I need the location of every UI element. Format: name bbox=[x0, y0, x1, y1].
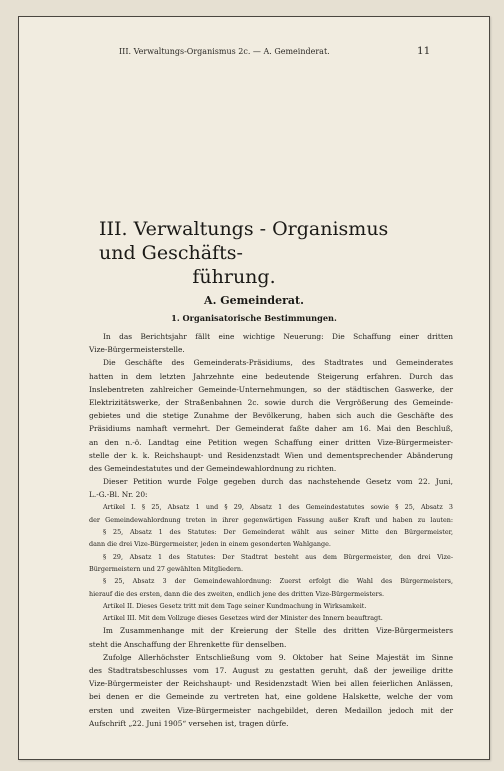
body-line: Aufschrift „22. Juni 1905“ versehen ist, tragen dürfe. bbox=[89, 718, 289, 728]
body-line: Artikel I. § 25, Absatz 1 und § 29, Absatz 1 des Gemeindestatutes sowie § 25, Absatz 3 bbox=[103, 503, 453, 512]
body-line: ersten und zweiten Vize-Bürgermeister nachgebildet, deren Medaillon jedoch mit der bbox=[89, 705, 453, 715]
subsection-heading: 1. Organisatorische Bestimmungen. bbox=[171, 313, 337, 323]
body-line: Zufolge Allerhöchster Entschließung vom 9. Oktober hat Seine Majestät im Sinne bbox=[103, 652, 453, 662]
running-header-text: III. Verwaltungs-Organismus 2c. — A. Gemeinderat. bbox=[119, 47, 330, 56]
body-line: § 29, Absatz 1 des Statutes: Der Stadtrat besteht aus dem Bürgermeister, den drei Vize- bbox=[103, 552, 453, 561]
body-line: hierauf die des ersten, dann die des zweiten, endlich jene des dritten Vize-Bürgermeisters. bbox=[89, 589, 385, 598]
body-line: § 25, Absatz 3 der Gemeindewahlordnung: Zuerst erfolgt die Wahl des Bürgermeisters, bbox=[103, 577, 453, 586]
body-line: In das Berichtsjahr fällt eine wichtige Neuerung: Die Schaffung einer dritten bbox=[103, 332, 453, 341]
body-line: bei denen er die Gemeinde zu vertreten hat, eine goldene Halskette, welche der vom bbox=[89, 692, 453, 702]
page-number: 11 bbox=[417, 45, 431, 57]
body-line: Präsidiums namhaft vermehrt. Der Gemeinderat faßte daher am 16. Mai den Beschluß, bbox=[89, 424, 453, 434]
body-line: an den n.-ö. Landtag eine Petition wegen Schaffung einer dritten Vize-Bürgermeister- bbox=[89, 437, 453, 447]
body-line: gebietes und die stetige Zunahme der Bevölkerung, haben sich auch die Geschäfte des bbox=[89, 411, 453, 421]
body-line: dann die drei Vize-Bürgermeister, jeden in einem gesonderten Wahlgange. bbox=[89, 540, 331, 549]
body-line: L.-G.-Bl. Nr. 20: bbox=[89, 490, 148, 500]
chapter-title-line-2: führung. bbox=[192, 266, 276, 288]
chapter-title bbox=[99, 217, 399, 289]
body-line: Elektrizitätswerke, der Straßenbahnen 2c. sowie durch die Vergrößerung des Gemeinde- bbox=[89, 397, 453, 407]
body-line: steht die Anschaffung der Ehrenkette für denselben. bbox=[89, 639, 287, 649]
body-line: § 25, Absatz 1 des Statutes: Der Gemeinderat wählt aus seiner Mitte den Bürgermeister, bbox=[103, 528, 453, 537]
body-line: Artikel II. Dieses Gesetz tritt mit dem Tage seiner Kundmachung in Wirksamkeit. bbox=[103, 601, 367, 610]
body-line: Vize-Bürgermeisterstelle. bbox=[89, 345, 185, 355]
body-line: Dieser Petition wurde Folge gegeben durch das nachstehende Gesetz vom 22. Juni, bbox=[103, 477, 453, 487]
body-text bbox=[89, 330, 453, 730]
body-line: Die Geschäfte des Gemeinderats-Präsidiums, des Stadtrates und Gemeinderates bbox=[103, 358, 453, 368]
book-page bbox=[18, 16, 490, 760]
section-heading: A. Gemeinderat. bbox=[204, 294, 304, 307]
chapter-title-line-1: III. Verwaltungs - Organismus und Geschäfts- bbox=[99, 218, 389, 264]
body-line: stelle der k. k. Reichshaupt- und Residenzstadt Wien und dementsprechender Abänderung bbox=[89, 450, 453, 460]
body-line: hatten in dem letzten Jahrzehnte eine bedeutende Steigerung erfahren. Durch das bbox=[89, 371, 453, 381]
body-line: Im Zusammenhange mit der Kreierung der Stelle des dritten Vize-Bürgermeisters bbox=[103, 626, 453, 636]
body-line: der Gemeindewahlordnung treten in ihrer gegenwärtigen Fassung außer Kraft und haben zu lauten: bbox=[89, 515, 453, 524]
body-line: Inslebentreten zahlreicher Gemeinde-Unternehmungen, so der städtischen Gaswerke, der bbox=[89, 384, 453, 394]
body-line: Vize-Bürgermeister der Reichshaupt- und Residenzstadt Wien bei allen feierlichen Anlässen, bbox=[89, 679, 453, 689]
body-line: des Gemeindestatutes und der Gemeindewahlordnung zu richten. bbox=[89, 463, 337, 473]
body-line: Artikel III. Mit dem Vollzuge dieses Gesetzes wird der Minister des Innern beauftragt. bbox=[103, 614, 383, 623]
body-line: Bürgermeistern und 27 gewählten Mitgliedern. bbox=[89, 564, 244, 573]
body-line: des Stadtratsbeschlusses vom 17. August zu gestatten geruht, daß der jeweilige dritte bbox=[89, 665, 453, 675]
